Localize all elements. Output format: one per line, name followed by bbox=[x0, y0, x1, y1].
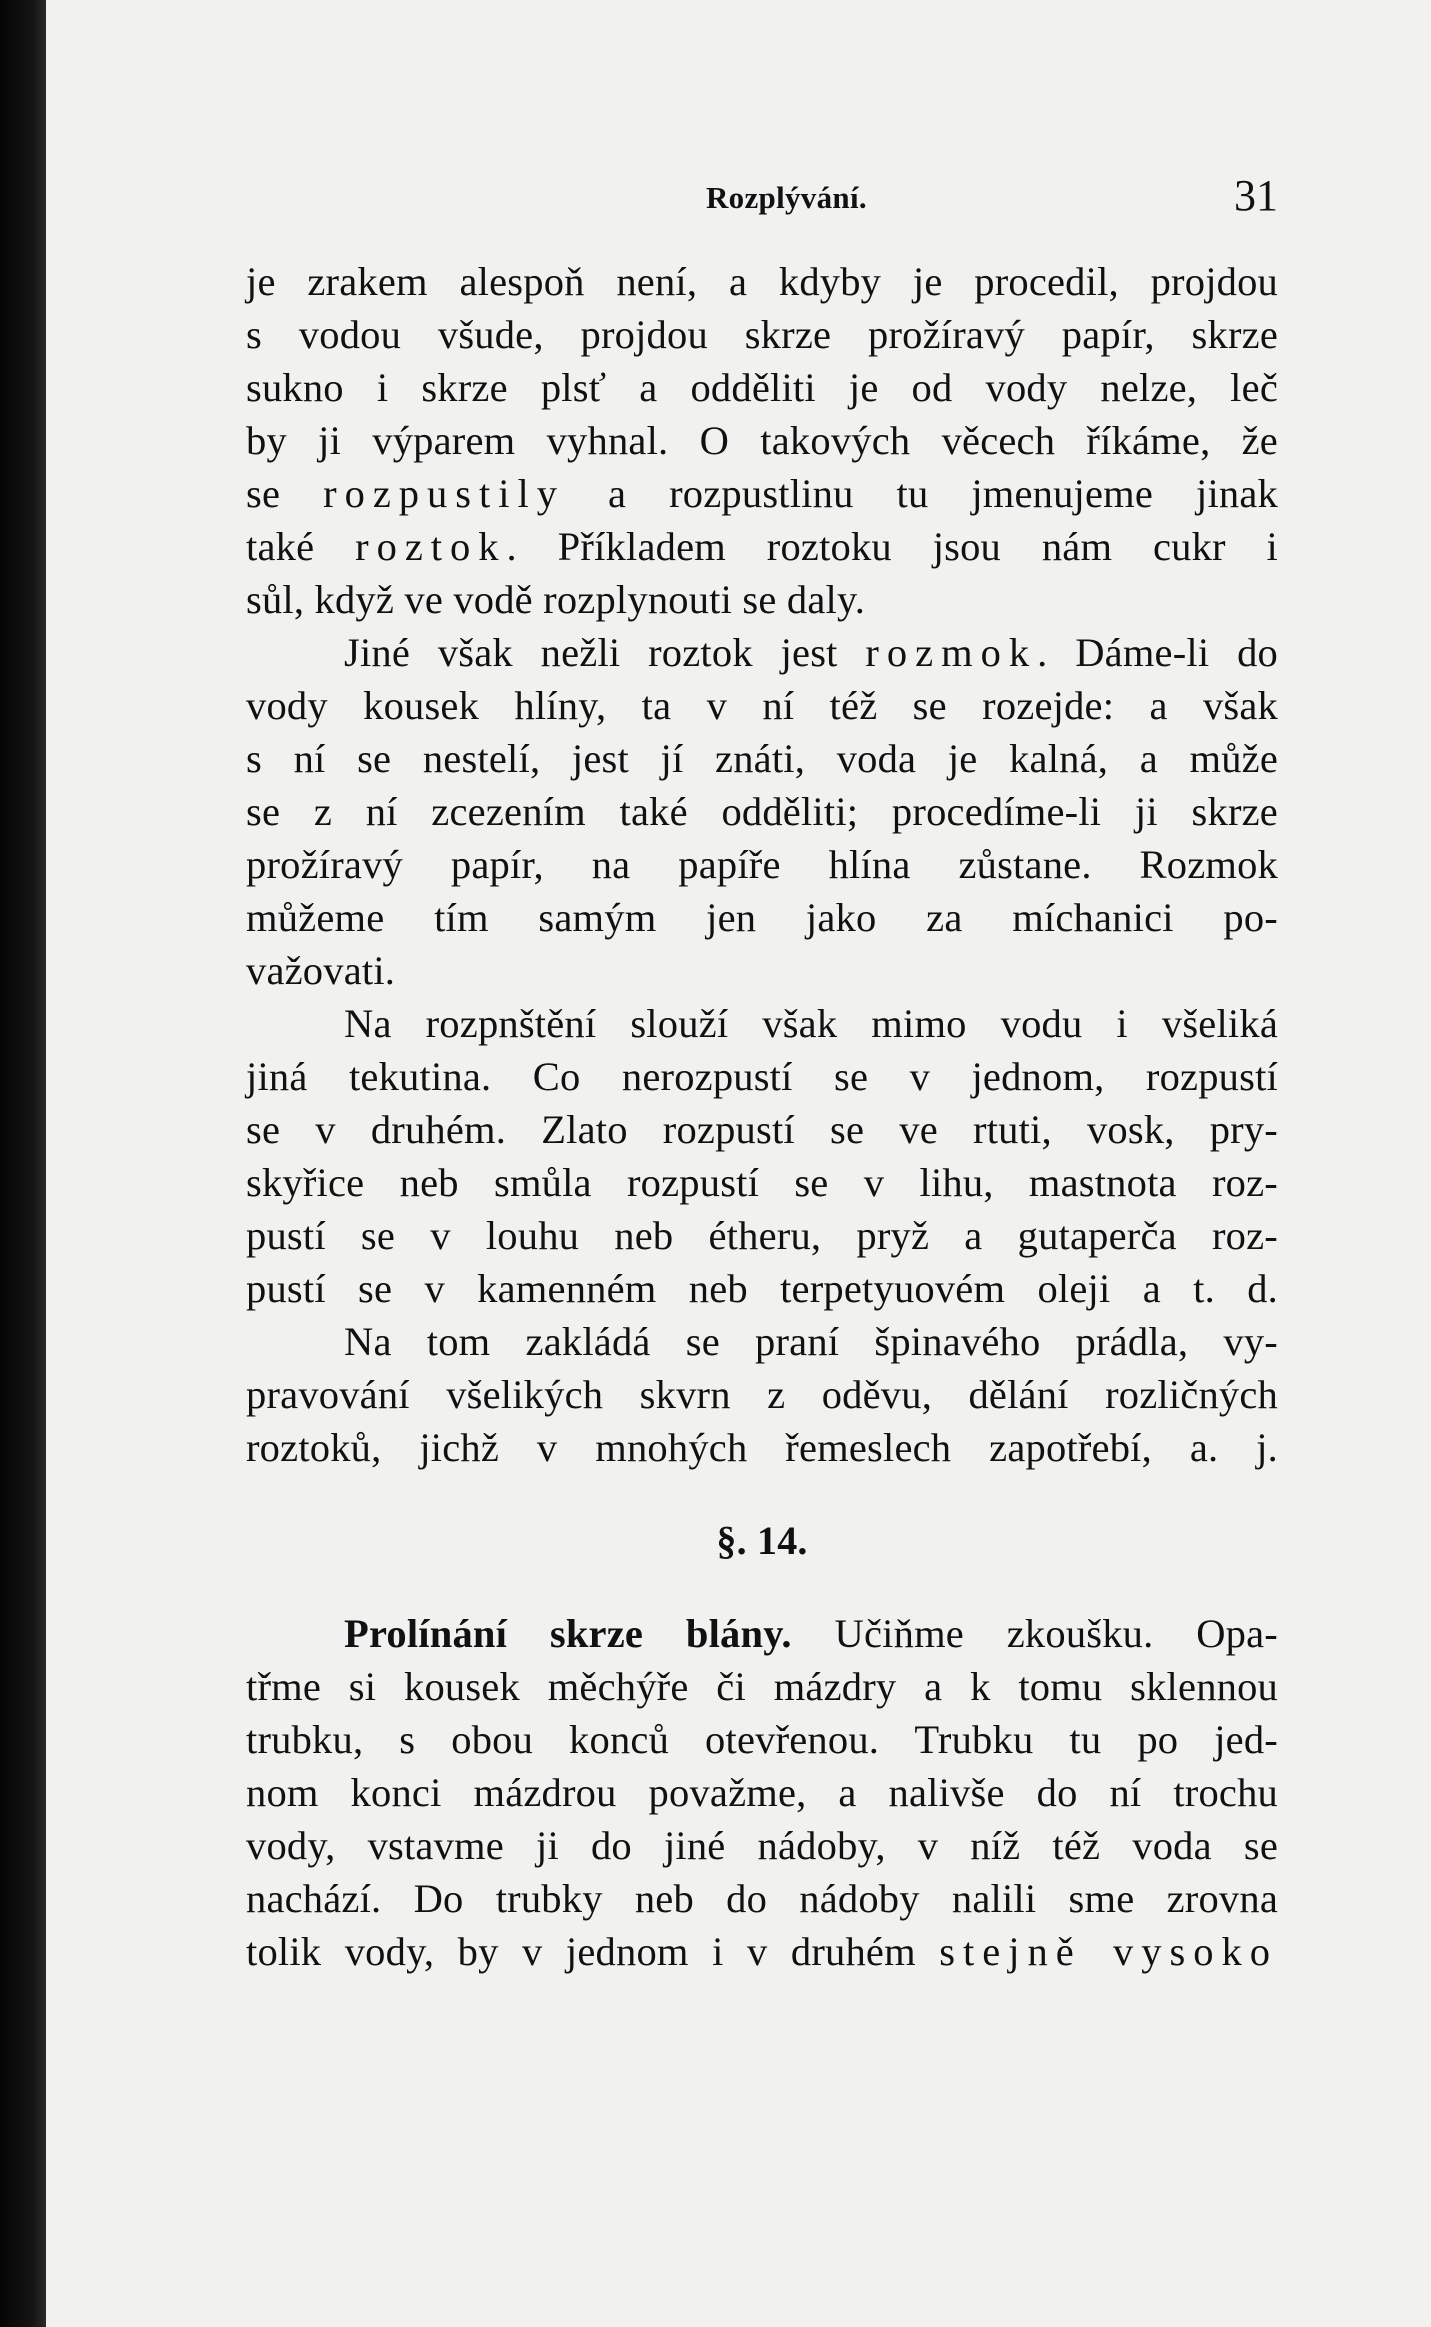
text-line: vody kousek hlíny, ta v ní též se rozejde: a však bbox=[246, 683, 1278, 728]
bold-subheading: Prolínání skrze blány. bbox=[344, 1611, 792, 1656]
text-line: pustí se v kamenném neb terpetyuovém oleji a t. d. bbox=[246, 1266, 1278, 1311]
text-line bbox=[246, 520, 1278, 573]
body-text bbox=[246, 255, 1278, 1978]
text-span: a rozpustlinu tu jmenujeme jinak bbox=[565, 471, 1278, 516]
text-span: se bbox=[246, 471, 324, 516]
text-line: skyřice neb smůla rozpustí se v lihu, mastnota roz- bbox=[246, 1160, 1278, 1205]
text-line: se v druhém. Zlato rozpustí se ve rtuti, vosk, pry- bbox=[246, 1107, 1278, 1152]
text-line: nachází. Do trubky neb do nádoby nalili sme zrovna bbox=[246, 1876, 1278, 1921]
text-line: pravování všelikých skvrn z oděvu, dělání rozličných bbox=[246, 1372, 1278, 1417]
spaced-term-roztok: roztok bbox=[355, 524, 507, 569]
page-number: 31 bbox=[1234, 171, 1278, 220]
text-line bbox=[246, 1925, 1278, 1978]
text-line: s vodou všude, projdou skrze prožíravý papír, skrze bbox=[246, 312, 1278, 357]
text-line: můžeme tím samým jen jako za míchanici po- bbox=[246, 895, 1278, 940]
text-span: . Dáme-li do bbox=[1037, 630, 1278, 675]
text-span: také bbox=[246, 524, 356, 569]
text-line: Na tom zakládá se praní špinavého prádla, vy- bbox=[344, 1319, 1278, 1364]
text-line: prožíravý papír, na papíře hlína zůstane. Rozmok bbox=[246, 842, 1278, 887]
text-line: třme si kousek měchýře či mázdry a k tomu sklennou bbox=[246, 1664, 1278, 1709]
text-span: Učiňme zkoušku. Opa- bbox=[791, 1611, 1278, 1656]
book-gutter-shadow bbox=[0, 0, 46, 2327]
text-line: s ní se nestelí, jest jí znáti, voda je kalná, a může bbox=[246, 736, 1278, 781]
text-line: vody, vstavme ji do jiné nádoby, v níž též voda se bbox=[246, 1823, 1278, 1868]
paragraph-rozmok bbox=[246, 626, 1278, 997]
text-line: se z ní zcezením také odděliti; procedíme-li ji skrze bbox=[246, 789, 1278, 834]
page-header bbox=[658, 170, 1278, 230]
paragraph-solvents bbox=[246, 997, 1278, 1474]
text-line bbox=[246, 1607, 1278, 1660]
spaced-term-stejne-vysoko: stejně vysoko bbox=[939, 1929, 1279, 1974]
text-line: by ji výparem vyhnal. O takových věcech říkáme, že bbox=[246, 418, 1278, 463]
text-line: sukno i skrze plsť a odděliti je od vody nelze, leč bbox=[246, 365, 1278, 410]
paragraph-membranes bbox=[246, 1607, 1278, 1978]
text-line: važovati. bbox=[246, 948, 396, 993]
text-line bbox=[246, 626, 1278, 679]
text-line bbox=[246, 467, 1278, 520]
text-span: Jiné však nežli roztok jest bbox=[344, 630, 866, 675]
text-line: je zrakem alespoň není, a kdyby je procedil, projdou bbox=[246, 259, 1278, 304]
running-head: Rozplývání. bbox=[706, 180, 867, 215]
paragraph-solutions bbox=[246, 255, 1278, 626]
text-line: nom konci mázdrou považme, a nalivše do ní trochu bbox=[246, 1770, 1278, 1815]
book-page bbox=[46, 0, 1431, 2327]
text-line: pustí se v louhu neb étheru, pryž a gutaperča roz- bbox=[246, 1213, 1278, 1258]
spaced-term-rozpustily: rozpustily bbox=[323, 471, 566, 516]
text-span: tolik vody, by v jednom i v druhém bbox=[246, 1929, 940, 1974]
text-line: sůl, když ve vodě rozplynouti se daly. bbox=[246, 577, 866, 622]
text-line: Na rozpnštění slouží však mimo vodu i všeliká bbox=[344, 1001, 1278, 1046]
spaced-term-rozmok: rozmok bbox=[865, 630, 1038, 675]
text-line: trubku, s obou konců otevřenou. Trubku tu po jed- bbox=[246, 1717, 1278, 1762]
text-line: jiná tekutina. Co nerozpustí se v jednom, rozpustí bbox=[246, 1054, 1278, 1099]
text-line: roztoků, jichž v mnohých řemeslech zapotřebí, a. j. bbox=[246, 1425, 1278, 1470]
section-heading: §. 14. bbox=[716, 1518, 808, 1563]
text-span: . Příkladem roztoku jsou nám cukr i bbox=[506, 524, 1278, 569]
